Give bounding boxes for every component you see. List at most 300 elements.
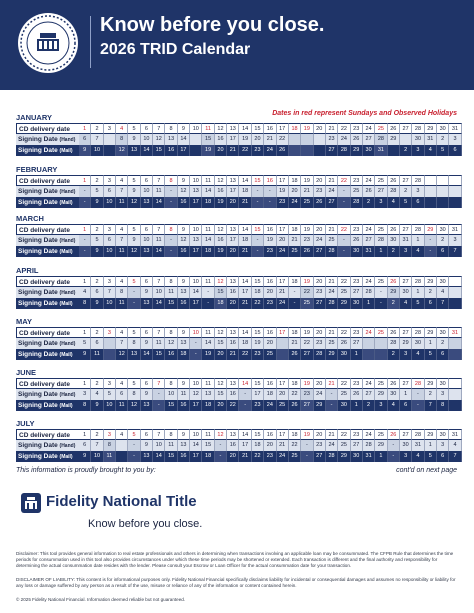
mail-cell: 25 [301, 197, 313, 208]
mail-cell [314, 145, 326, 156]
cd-cell [449, 175, 461, 186]
mail-cell: 25 [264, 349, 276, 360]
mail-cell [104, 145, 116, 156]
hand-cell: 29 [388, 134, 400, 145]
mail-cell: 6 [437, 451, 449, 462]
mail-cell [289, 145, 301, 156]
mail-cell: 17 [190, 298, 202, 309]
mail-cell: 23 [264, 246, 276, 257]
mail-cell: 27 [314, 451, 326, 462]
hand-cell: 2 [425, 287, 437, 298]
cd-cell: 8 [165, 378, 177, 389]
mail-cell: 23 [252, 145, 264, 156]
cd-cell: 9 [178, 224, 190, 235]
cd-cell: 16 [264, 378, 276, 389]
cd-cell: 2 [91, 175, 103, 186]
month-block-april [16, 265, 460, 309]
hand-cell: 15 [215, 389, 227, 400]
hand-cell: 24 [314, 389, 326, 400]
mail-cell: - [338, 197, 350, 208]
mail-cell: 12 [128, 400, 140, 411]
hand-cell: - [338, 235, 350, 246]
hand-cell: 21 [301, 186, 313, 197]
hand-cell: 15 [202, 134, 214, 145]
cd-cell: 21 [326, 175, 338, 186]
hand-cell: 19 [252, 338, 264, 349]
mail-cell: 22 [239, 349, 251, 360]
cd-cell: 7 [153, 327, 165, 338]
mail-cell: 31 [375, 145, 387, 156]
mail-cell: 6 [400, 400, 412, 411]
cd-cell: 11 [202, 327, 214, 338]
mail-row [16, 197, 460, 208]
hand-cell [104, 134, 116, 145]
hand-cell: 10 [141, 186, 153, 197]
hand-cell: 3 [449, 134, 461, 145]
cd-cell: 16 [264, 429, 276, 440]
cd-cell: 25 [375, 123, 387, 134]
cd-cell: 9 [178, 429, 190, 440]
hand-cell [116, 440, 128, 451]
mail-cell: 21 [239, 246, 251, 257]
mail-cell: 25 [289, 246, 301, 257]
mail-cell: 24 [264, 145, 276, 156]
cd-cell: 27 [400, 378, 412, 389]
hand-cell: 2 [437, 338, 449, 349]
hand-cell: 27 [351, 440, 363, 451]
mail-cell: 15 [165, 298, 177, 309]
cd-cell: 24 [363, 378, 375, 389]
mail-cell: 11 [116, 246, 128, 257]
hand-cell: - [425, 235, 437, 246]
mail-cell: 16 [178, 246, 190, 257]
mail-cell: 22 [252, 298, 264, 309]
mail-cell: - [301, 451, 313, 462]
cd-cell: 22 [338, 327, 350, 338]
hand-cell: 7 [116, 186, 128, 197]
hand-cell: - [301, 440, 313, 451]
mail-row-label: Signing Date (Mail) [16, 197, 79, 208]
cd-cell: 6 [141, 378, 153, 389]
mail-cell [190, 145, 202, 156]
mail-cell [363, 349, 375, 360]
mail-cell: 8 [79, 400, 91, 411]
mail-cell: - [375, 298, 387, 309]
cd-cell: 15 [252, 276, 264, 287]
hand-cell: 23 [301, 389, 313, 400]
cd-cell: 25 [375, 429, 387, 440]
mail-row-label: Signing Date (Mail) [16, 451, 79, 462]
mail-cell: 30 [351, 451, 363, 462]
mail-cell: 21 [239, 451, 251, 462]
hand-cell: - [252, 235, 264, 246]
mail-cell: 20 [227, 246, 239, 257]
mail-cell: 6 [412, 197, 424, 208]
mail-cell: 24 [264, 400, 276, 411]
mail-cell: 1 [363, 298, 375, 309]
mail-cell: 18 [202, 246, 214, 257]
mail-cell: 9 [91, 197, 103, 208]
mail-row [16, 400, 460, 411]
mail-cell: 18 [215, 298, 227, 309]
hand-cell: 17 [252, 389, 264, 400]
hand-cell: 19 [277, 186, 289, 197]
hand-cell: - [215, 440, 227, 451]
cd-cell: 24 [363, 276, 375, 287]
mail-row-label: Signing Date (Mail) [16, 400, 79, 411]
hand-cell: 20 [264, 440, 276, 451]
cd-cell: 14 [239, 123, 251, 134]
hand-cell: 6 [91, 338, 103, 349]
hand-cell: 16 [215, 235, 227, 246]
hand-cell: 19 [264, 235, 276, 246]
mail-cell: 18 [178, 349, 190, 360]
cd-cell: 27 [400, 429, 412, 440]
cd-cell: 19 [301, 224, 313, 235]
cd-cell: 2 [91, 429, 103, 440]
hand-cell: 6 [91, 287, 103, 298]
mail-cell: 3 [412, 145, 424, 156]
mail-cell: 27 [326, 145, 338, 156]
mail-cell: 27 [301, 400, 313, 411]
hand-row [16, 235, 460, 246]
cd-cell: 2 [91, 224, 103, 235]
mail-cell: 2 [388, 298, 400, 309]
mail-cell: 28 [326, 298, 338, 309]
mail-cell: 6 [449, 145, 461, 156]
month-block-july [16, 418, 460, 462]
hand-cell [400, 134, 412, 145]
hand-cell [449, 186, 461, 197]
hand-cell: 10 [165, 389, 177, 400]
hand-row [16, 440, 460, 451]
mail-cell: 2 [400, 145, 412, 156]
cd-cell: 3 [104, 224, 116, 235]
hand-cell: 30 [388, 235, 400, 246]
mail-cell [277, 349, 289, 360]
mail-cell: 25 [289, 451, 301, 462]
cd-cell: 25 [375, 378, 387, 389]
mail-cell: 19 [215, 197, 227, 208]
mail-cell: 30 [338, 349, 350, 360]
cd-cell: 12 [215, 327, 227, 338]
hand-cell: 23 [314, 186, 326, 197]
cd-cell: 21 [326, 276, 338, 287]
cd-cell: 27 [400, 175, 412, 186]
cd-cell: 26 [388, 327, 400, 338]
hand-cell: 26 [363, 186, 375, 197]
mail-cell: 7 [437, 298, 449, 309]
hand-cell: 28 [375, 134, 387, 145]
cd-cell: 28 [412, 276, 424, 287]
mail-cell: 28 [338, 145, 350, 156]
mail-cell: 31 [363, 451, 375, 462]
mail-cell: 9 [91, 400, 103, 411]
mail-cell: 6 [437, 246, 449, 257]
hand-cell: 21 [289, 338, 301, 349]
hand-cell: 28 [375, 235, 387, 246]
hand-cell: 6 [104, 186, 116, 197]
cd-row [16, 175, 460, 186]
hand-cell [301, 134, 313, 145]
mail-cell: 16 [178, 298, 190, 309]
hand-cell: - [128, 440, 140, 451]
cd-cell: 11 [202, 276, 214, 287]
mail-cell: 3 [400, 451, 412, 462]
mail-cell: 27 [326, 197, 338, 208]
cd-cell: 1 [79, 123, 91, 134]
hand-cell: - [289, 287, 301, 298]
cd-cell: 8 [165, 224, 177, 235]
cd-cell: 23 [351, 175, 363, 186]
cd-cell: 24 [363, 123, 375, 134]
month-block-february [16, 164, 460, 208]
hand-cell: 31 [400, 235, 412, 246]
hand-cell: 11 [153, 338, 165, 349]
hand-cell: 22 [301, 287, 313, 298]
cd-cell: 17 [277, 327, 289, 338]
hand-cell: 24 [338, 134, 350, 145]
mail-cell: 20 [227, 451, 239, 462]
mail-cell: 29 [326, 349, 338, 360]
hand-cell: 22 [301, 338, 313, 349]
cd-cell: 24 [363, 175, 375, 186]
hand-cell: 16 [227, 338, 239, 349]
mail-cell: 17 [178, 145, 190, 156]
cd-cell: 6 [141, 327, 153, 338]
cd-cell: 25 [375, 327, 387, 338]
cd-cell: 20 [314, 175, 326, 186]
cd-cell: 25 [375, 224, 387, 235]
mail-cell: 8 [79, 298, 91, 309]
cd-cell: 10 [190, 429, 202, 440]
month-name: JANUARY [16, 113, 52, 122]
mail-cell: 21 [239, 298, 251, 309]
cd-cell: 24 [363, 224, 375, 235]
hand-cell: 21 [289, 235, 301, 246]
brought-by-text: This information is proudly brought to you by: [16, 467, 156, 474]
hand-cell: 25 [326, 338, 338, 349]
cd-cell: 29 [425, 224, 437, 235]
hand-cell [363, 338, 375, 349]
cd-cell: 8 [165, 327, 177, 338]
mail-cell: 7 [425, 400, 437, 411]
hand-cell [449, 338, 461, 349]
mail-cell: 14 [153, 197, 165, 208]
cd-cell: 10 [190, 378, 202, 389]
cd-cell: 15 [252, 327, 264, 338]
mail-row-label: Signing Date (Mail) [16, 349, 79, 360]
mail-cell: 25 [301, 298, 313, 309]
cd-cell: 21 [326, 327, 338, 338]
mail-cell: 18 [202, 451, 214, 462]
hand-cell: 21 [264, 134, 276, 145]
hand-cell: 9 [128, 186, 140, 197]
mail-row [16, 451, 460, 462]
hand-cell: 9 [128, 134, 140, 145]
hand-cell: 18 [264, 389, 276, 400]
mail-cell: 26 [277, 145, 289, 156]
mail-cell [425, 197, 437, 208]
cd-cell: 30 [437, 276, 449, 287]
hand-cell: 11 [153, 235, 165, 246]
mail-cell: 21 [227, 145, 239, 156]
cd-cell: 28 [412, 327, 424, 338]
mail-cell [301, 145, 313, 156]
hand-cell: 14 [202, 186, 214, 197]
hand-cell [449, 287, 461, 298]
cd-cell: 13 [227, 429, 239, 440]
cd-row [16, 276, 460, 287]
cd-cell: 30 [437, 224, 449, 235]
hand-cell [289, 134, 301, 145]
hand-cell: 23 [314, 338, 326, 349]
mail-cell: 2 [363, 197, 375, 208]
fnt-seal-logo [18, 13, 78, 73]
mail-cell: 11 [116, 197, 128, 208]
mail-cell: 16 [178, 197, 190, 208]
cd-cell: 11 [202, 429, 214, 440]
mail-cell: - [215, 451, 227, 462]
cd-cell: 26 [388, 224, 400, 235]
hand-cell: 29 [388, 287, 400, 298]
cd-cell: 14 [239, 224, 251, 235]
hand-cell: 13 [178, 287, 190, 298]
mail-cell: 10 [104, 197, 116, 208]
cd-cell: 2 [91, 327, 103, 338]
cd-cell: 31 [449, 123, 461, 134]
mail-row-label: Signing Date (Mail) [16, 298, 79, 309]
cd-cell: 30 [437, 123, 449, 134]
cd-cell: 4 [116, 378, 128, 389]
hand-cell: 25 [338, 287, 350, 298]
mail-cell: 9 [91, 246, 103, 257]
cd-cell: 13 [227, 276, 239, 287]
cd-cell: 20 [314, 429, 326, 440]
mail-cell: 5 [437, 145, 449, 156]
hand-cell: 4 [437, 287, 449, 298]
cd-cell: 14 [239, 327, 251, 338]
hand-cell: 13 [190, 235, 202, 246]
cd-cell: 18 [289, 429, 301, 440]
hand-cell: 13 [202, 389, 214, 400]
mail-cell: 23 [252, 349, 264, 360]
hand-cell: 30 [400, 287, 412, 298]
mail-cell: 19 [202, 145, 214, 156]
cd-row [16, 123, 460, 134]
hand-cell: 6 [79, 134, 91, 145]
hand-cell: 4 [91, 389, 103, 400]
cd-cell: 3 [104, 175, 116, 186]
company-name: Fidelity National Title [46, 493, 197, 510]
cd-cell: 29 [425, 123, 437, 134]
mail-cell: 30 [351, 298, 363, 309]
mail-cell: 29 [338, 298, 350, 309]
mail-cell: 12 [116, 145, 128, 156]
hand-cell: 18 [239, 338, 251, 349]
hand-cell: 22 [277, 134, 289, 145]
hand-cell: 17 [227, 235, 239, 246]
mail-cell: 27 [314, 298, 326, 309]
mail-cell: 14 [153, 451, 165, 462]
mail-cell: - [388, 451, 400, 462]
cd-cell: 5 [128, 429, 140, 440]
mail-row [16, 349, 460, 360]
cd-cell: 22 [338, 123, 350, 134]
mail-cell: - [79, 197, 91, 208]
hand-cell: 1 [412, 287, 424, 298]
cd-cell: 21 [326, 378, 338, 389]
hand-cell: 7 [116, 235, 128, 246]
mail-cell: 13 [141, 197, 153, 208]
mail-cell: 2 [363, 400, 375, 411]
hand-row [16, 134, 460, 145]
cd-row-label: CD delivery date [16, 175, 79, 186]
cd-cell: 4 [116, 327, 128, 338]
mail-cell: 28 [326, 451, 338, 462]
mail-cell: 29 [314, 400, 326, 411]
cd-cell: 17 [277, 378, 289, 389]
cd-cell: 16 [264, 175, 276, 186]
cd-cell: 23 [351, 429, 363, 440]
cd-cell: 7 [153, 276, 165, 287]
month-block-may [16, 316, 460, 360]
cd-cell: 23 [351, 123, 363, 134]
mail-cell: 4 [412, 451, 424, 462]
mail-cell: 13 [141, 246, 153, 257]
hand-cell: 8 [104, 440, 116, 451]
mail-cell: 13 [141, 298, 153, 309]
cd-cell: 12 [215, 378, 227, 389]
hand-cell: 2 [437, 235, 449, 246]
mail-cell: 18 [202, 197, 214, 208]
hand-cell: 22 [289, 440, 301, 451]
cd-cell: 24 [363, 327, 375, 338]
cd-row-label: CD delivery date [16, 276, 79, 287]
hand-cell: 27 [351, 338, 363, 349]
hand-cell: 26 [351, 134, 363, 145]
cd-cell: 6 [141, 276, 153, 287]
mail-cell: 30 [363, 145, 375, 156]
cd-cell: 10 [190, 327, 202, 338]
hand-cell: 26 [338, 338, 350, 349]
cd-cell: 4 [116, 123, 128, 134]
hand-cell: 3 [449, 235, 461, 246]
cd-cell: 13 [227, 175, 239, 186]
mail-cell: 2 [388, 349, 400, 360]
cd-cell: 29 [425, 429, 437, 440]
cd-cell: 17 [277, 429, 289, 440]
copyright-text: © 2025 Fidelity National Financial. Information deemed reliable but not guaranteed. [16, 597, 186, 602]
mail-cell: 8 [437, 400, 449, 411]
cd-cell: 8 [165, 429, 177, 440]
mail-cell: 12 [128, 197, 140, 208]
cd-cell: 9 [178, 327, 190, 338]
mail-cell: 1 [375, 451, 387, 462]
hand-cell: 17 [227, 186, 239, 197]
hand-cell: - [412, 389, 424, 400]
mail-cell: 9 [79, 451, 91, 462]
cd-cell: 19 [301, 378, 313, 389]
hand-cell: 7 [104, 287, 116, 298]
cd-cell: 9 [178, 276, 190, 287]
cd-cell: 19 [301, 429, 313, 440]
cd-cell: 2 [91, 276, 103, 287]
hand-cell: 20 [277, 235, 289, 246]
hand-cell: 30 [400, 440, 412, 451]
cd-cell [449, 378, 461, 389]
cd-cell: 29 [425, 276, 437, 287]
